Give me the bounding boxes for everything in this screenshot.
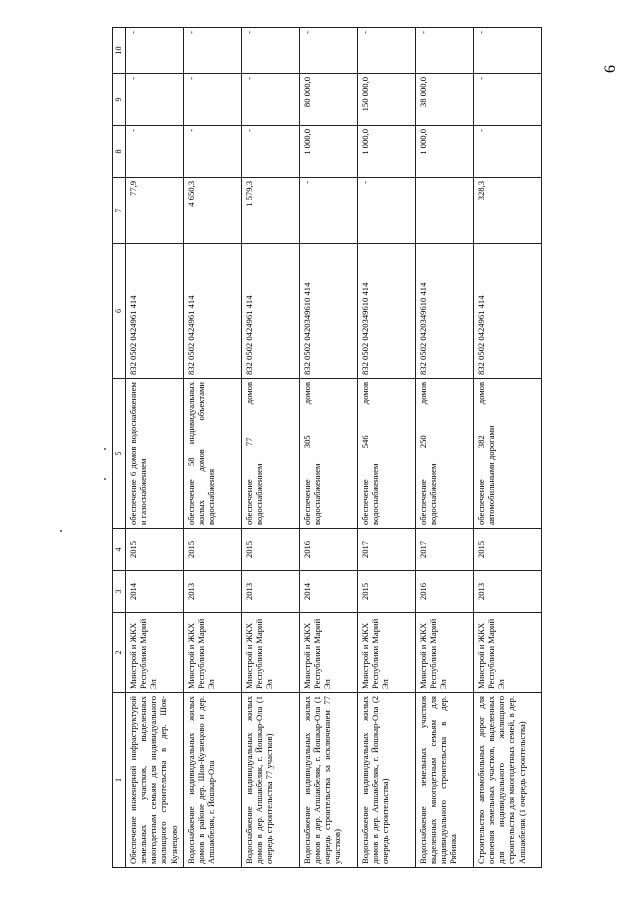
- start-year-cell: 2014: [126, 571, 184, 613]
- result-cell: обеспечение 250 домов водоснабжением: [416, 379, 474, 529]
- budget-code-cell: 832 0502 0420349610 414: [300, 244, 358, 379]
- column-header: 7: [113, 178, 126, 244]
- amount-col7-cell: 1 579,3: [242, 178, 300, 244]
- budget-code-cell: 832 0502 0424961 414: [474, 244, 542, 379]
- table-row: [300, 28, 358, 868]
- column-header: 1: [113, 693, 126, 868]
- amount-col7-cell: 77,9: [126, 178, 184, 244]
- amount-col7-cell: -: [358, 178, 416, 244]
- budget-code-cell: 832 0502 0424961 414: [242, 244, 300, 379]
- amount-col8-cell: -: [474, 126, 542, 178]
- amount-col7-cell: 328,3: [474, 178, 542, 244]
- end-year-cell: 2015: [242, 529, 300, 571]
- executor-cell: Минстрой и ЖКХ Республики Марий Эл: [416, 613, 474, 693]
- amount-col10-cell: -: [358, 28, 416, 74]
- amount-col10-cell: -: [300, 28, 358, 74]
- measure-name-cell: Водоснабжение индивидуальных жилых домов в дер. Апшакбеляк, г. Йошкар-Ола (1 очередь строительства за исключением 77 участков): [300, 693, 358, 868]
- end-year-cell: 2015: [474, 529, 542, 571]
- rotated-table-container: [112, 28, 527, 868]
- column-header: 8: [113, 126, 126, 178]
- table-row: [126, 28, 184, 868]
- amount-col7-cell: -: [300, 178, 358, 244]
- budget-code-cell: 832 0502 0424961 414: [126, 244, 184, 379]
- result-cell: обеспечение 305 домов водоснабжением: [300, 379, 358, 529]
- end-year-cell: 2015: [126, 529, 184, 571]
- table-row: [474, 28, 542, 868]
- measure-name-cell: Водоснабжение индивидуальных жилых домов в районе дер. Шоя-Кузнецово и дер. Апшакбеляк, г. Йошкар-Ола: [184, 693, 242, 868]
- measure-name-cell: Обеспечение инженерной инфраструктурой земельных участков, выделенных многодетным семьям для индивидуального жилищного строительства в дер. Шоя-Кузнецово: [126, 693, 184, 868]
- amount-col8-cell: 1 000,0: [300, 126, 358, 178]
- amount-col7-cell: [416, 178, 474, 244]
- executor-cell: Минстрой и ЖКХ Республики Марий Эл: [184, 613, 242, 693]
- column-header: 6: [113, 244, 126, 379]
- scan-speck: [60, 530, 62, 532]
- page-number: 6: [602, 65, 619, 73]
- budget-code-cell: 832 0502 0424961 414: [184, 244, 242, 379]
- result-cell: обеспечение 382 домов автомобильными дорогами: [474, 379, 542, 529]
- table-row: [184, 28, 242, 868]
- program-table: [112, 27, 542, 868]
- amount-col9-cell: -: [184, 74, 242, 126]
- amount-col8-cell: -: [126, 126, 184, 178]
- amount-col10-cell: -: [416, 28, 474, 74]
- measure-name-cell: Водоснабжение земельных участков выделенных многодетным семьям для индивидуального строительства в дер. Рябинка: [416, 693, 474, 868]
- start-year-cell: 2013: [242, 571, 300, 613]
- amount-col7-cell: 4 650,3: [184, 178, 242, 244]
- table-row: [242, 28, 300, 868]
- column-header: 4: [113, 529, 126, 571]
- end-year-cell: 2015: [184, 529, 242, 571]
- column-header: 9: [113, 74, 126, 126]
- scan-speck: [104, 448, 106, 450]
- column-header: 5: [113, 379, 126, 529]
- amount-col8-cell: -: [242, 126, 300, 178]
- start-year-cell: 2015: [358, 571, 416, 613]
- table-row: [358, 28, 416, 868]
- executor-cell: Минстрой и ЖКХ Республики Марий Эл: [242, 613, 300, 693]
- executor-cell: Минстрой и ЖКХ Республики Марий Эл: [300, 613, 358, 693]
- amount-col9-cell: 38 000,0: [416, 74, 474, 126]
- amount-col9-cell: -: [242, 74, 300, 126]
- amount-col9-cell: 150 000,0: [358, 74, 416, 126]
- budget-code-cell: 832 0502 0420349610 414: [358, 244, 416, 379]
- start-year-cell: 2016: [416, 571, 474, 613]
- start-year-cell: 2013: [474, 571, 542, 613]
- amount-col8-cell: 1 000,0: [416, 126, 474, 178]
- result-cell: обеспечение 77 домов водоснабжением: [242, 379, 300, 529]
- measure-name-cell: Водоснабжение индивидуальных жилых домов в дер. Апшакбеляк, г. Йошкар-Ола (1 очередь строительства 77 участков): [242, 693, 300, 868]
- column-header: 3: [113, 571, 126, 613]
- scan-speck: [104, 478, 106, 480]
- amount-col10-cell: -: [242, 28, 300, 74]
- measure-name-cell: Строительство автомобильных дорог для освоения земельных участков, выделенных для индивидуального жилищного строительства для многодетных семей, в дер. Апшакбеляк (1 очередь строительства): [474, 693, 542, 868]
- amount-col8-cell: -: [184, 126, 242, 178]
- executor-cell: Минстрой и ЖКХ Республики Марий Эл: [474, 613, 542, 693]
- budget-code-cell: 832 0502 0420349610 414: [416, 244, 474, 379]
- result-cell: обеспечение 6 домов водоснабжением и газоснабжением: [126, 379, 184, 529]
- result-cell: обеспечение 546 домов водоснабжением: [358, 379, 416, 529]
- end-year-cell: 2017: [358, 529, 416, 571]
- end-year-cell: 2017: [416, 529, 474, 571]
- amount-col9-cell: -: [126, 74, 184, 126]
- amount-col9-cell: -: [474, 74, 542, 126]
- start-year-cell: 2014: [300, 571, 358, 613]
- amount-col8-cell: 1 000,0: [358, 126, 416, 178]
- amount-col9-cell: 80 000,0: [300, 74, 358, 126]
- amount-col10-cell: -: [184, 28, 242, 74]
- amount-col10-cell: -: [474, 28, 542, 74]
- column-header: 10: [113, 28, 126, 74]
- end-year-cell: 2016: [300, 529, 358, 571]
- start-year-cell: 2013: [184, 571, 242, 613]
- result-cell: обеспечение 58 индивидуальных жилых домов объектами водоснабжения: [184, 379, 242, 529]
- executor-cell: Минстрой и ЖКХ Республики Марий Эл: [126, 613, 184, 693]
- column-header: 2: [113, 613, 126, 693]
- executor-cell: Минстрой и ЖКХ Республики Марий Эл: [358, 613, 416, 693]
- header-row: [113, 28, 126, 868]
- amount-col10-cell: -: [126, 28, 184, 74]
- measure-name-cell: Водоснабжение индивидуальных жилых домов в дер. Апшакбеляк, г. Йошкар-Ола (2 очередь строительства): [358, 693, 416, 868]
- table-row: [416, 28, 474, 868]
